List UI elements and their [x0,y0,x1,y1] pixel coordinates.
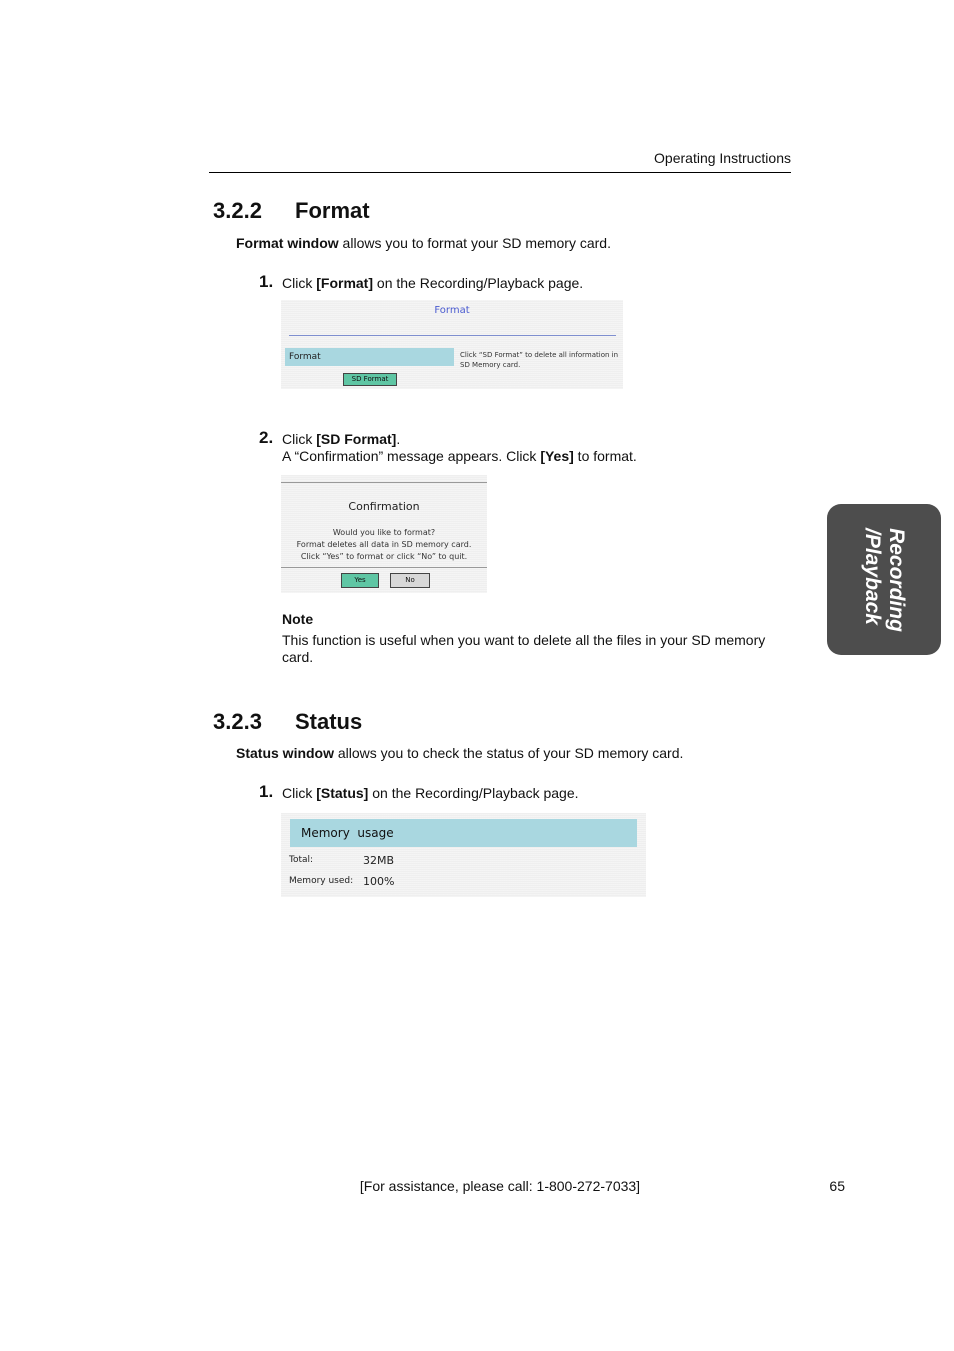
total-label: Total: [289,855,314,865]
note-title: Note [282,611,314,627]
confirmation-message [281,527,487,563]
status-intro [236,745,683,761]
confirm-line1: Would you like to format? [332,528,436,537]
section-number: 3.2.3 [213,709,262,734]
format-description [460,350,618,370]
memory-usage-header: Memory usage [290,819,637,847]
step-text-line2-pre: A “Confirmation” message appears. Click [282,448,541,464]
chapter-side-tab [827,504,941,655]
step-text-bold: [Status] [316,785,369,801]
header-rule [209,172,791,173]
confirmation-title: Confirmation [348,500,420,513]
confirmation-window-screenshot [281,475,487,593]
intro-text: allows you to check the status of your SD memory card. [334,745,684,761]
step-text-pre: Click [282,785,317,801]
confirm-bottom-rule [281,567,487,568]
format-intro [236,235,611,251]
no-button[interactable]: No [390,573,430,588]
step-text-line2-bold: [Yes] [540,448,574,464]
confirm-top-rule [281,482,487,483]
step-text [282,785,579,801]
intro-bold: Status window [236,745,334,761]
step-text-pre: Click [282,431,317,447]
section-heading-status [213,709,362,735]
confirm-line3: Click “Yes” to format or click “No” to quit. [300,552,468,561]
side-tab-line1: Recording [885,527,908,632]
format-window-divider [289,335,616,336]
section-heading-format [213,198,370,224]
format-window-screenshot [281,300,623,389]
section-title: Status [295,709,363,734]
yes-button[interactable]: Yes [341,573,379,588]
memory-used-label: Memory used: [289,876,354,886]
memory-used-value: 100% [363,875,395,888]
step-text-post: . [396,431,401,447]
step-number: 2. [259,428,274,447]
side-tab-line2: /Playback [861,527,884,625]
section-title: Format [295,198,370,223]
step-text-bold: [SD Format] [316,431,397,447]
running-header: Operating Instructions [654,150,791,166]
format-desc-line1: Click “SD Format” to delete all information in [460,351,619,359]
intro-bold: Format window [236,235,339,251]
intro-text: allows you to format your SD memory card. [338,235,611,251]
sd-format-button[interactable]: SD Format [343,373,397,386]
step-text [282,275,583,291]
step-number: 1. [259,782,274,801]
step-text-post: on the Recording/Playback page. [373,275,584,291]
step-text-bold: [Format] [316,275,374,291]
total-value: 32MB [363,854,395,867]
confirm-line2: Format deletes all data in SD memory card. [296,540,472,549]
format-row-label: Format [285,348,454,366]
format-window-title: Format [434,305,470,316]
step-text-post: on the Recording/Playback page. [368,785,579,801]
note-text: This function is useful when you want to delete all the files in your SD memory card. [282,632,766,665]
step-text [282,431,637,465]
section-number: 3.2.2 [213,198,262,223]
chapter-side-tab-label [860,528,908,632]
page-number: 65 [829,1178,845,1194]
step-text-pre: Click [282,275,317,291]
step-number: 1. [259,272,274,291]
step-text-line2-post: to format. [573,448,637,464]
status-window-screenshot [281,813,646,897]
format-desc-line2: SD Memory card. [460,361,521,369]
footer-assistance: [For assistance, please call: 1-800-272-7033] [359,1178,641,1194]
